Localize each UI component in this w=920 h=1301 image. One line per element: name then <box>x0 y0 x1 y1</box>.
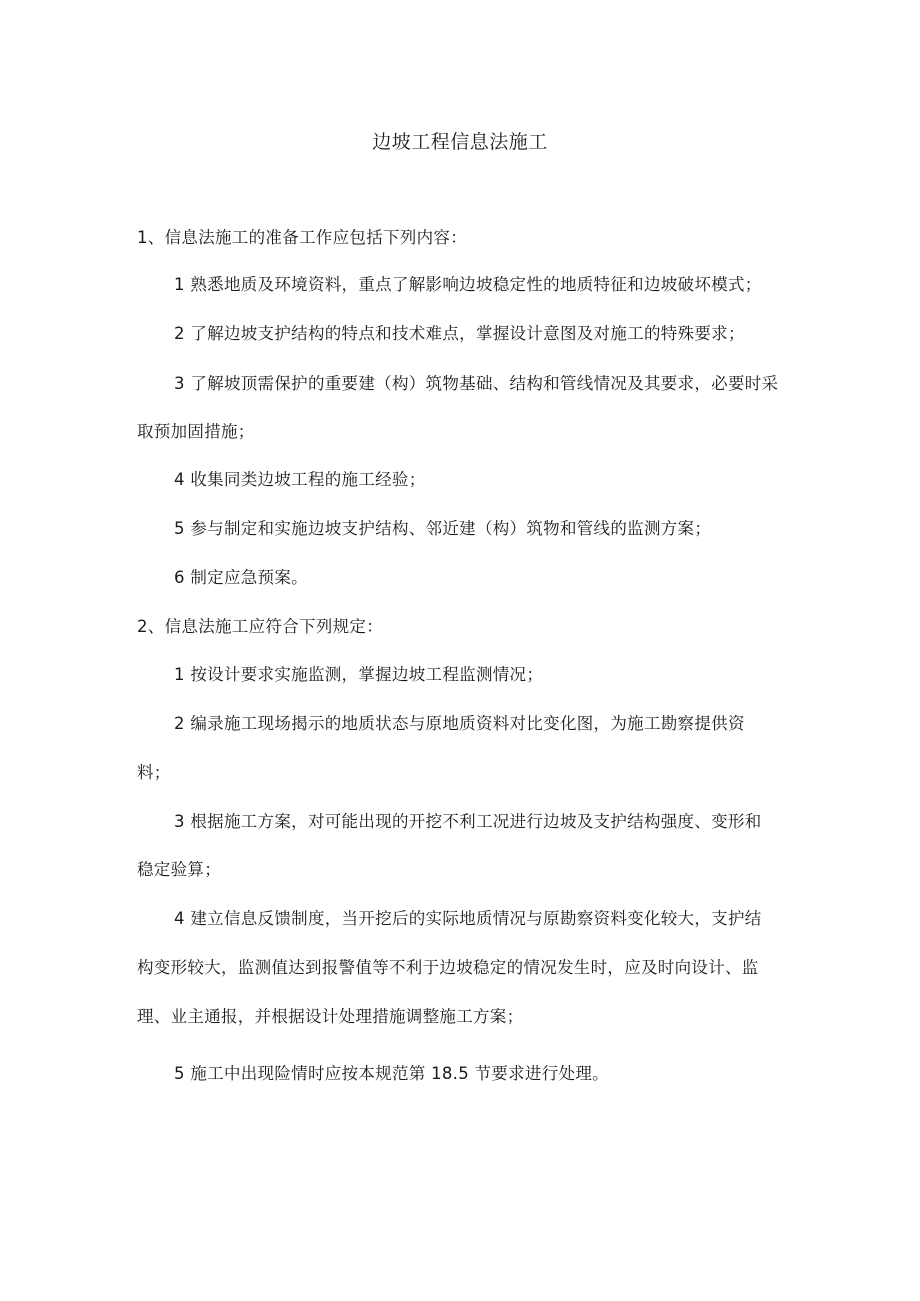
section-1-item-3-line-1: 3 了解坡顶需保护的重要建（构）筑物基础、结构和管线情况及其要求，必要时采 <box>174 374 779 393</box>
section-1-item-3-line-2: 取预加固措施； <box>137 422 255 441</box>
section-2-item-4-line-2: 构变形较大，监测值达到报警值等不利于边坡稳定的情况发生时，应及时向设计、监 <box>137 958 759 977</box>
section-2-heading: 2、信息法施工应符合下列规定： <box>137 617 383 636</box>
document-title: 边坡工程信息法施工 <box>372 131 548 153</box>
section-1-item-4: 4 收集同类边坡工程的施工经验； <box>174 470 426 489</box>
section-1-item-2: 2 了解边坡支护结构的特点和技术难点，掌握设计意图及对施工的特殊要求； <box>174 324 745 343</box>
section-1-item-6: 6 制定应急预案。 <box>174 568 308 587</box>
section-1-heading: 1、信息法施工的准备工作应包括下列内容： <box>137 228 467 247</box>
section-2-item-2-line-1: 2 编录施工现场揭示的地质状态与原地质资料对比变化图，为施工勘察提供资 <box>174 714 745 733</box>
section-1-item-5: 5 参与制定和实施边坡支护结构、邻近建（构）筑物和管线的监测方案； <box>174 519 712 538</box>
section-1-item-1: 1 熟悉地质及环境资料，重点了解影响边坡稳定性的地质特征和边坡破坏模式； <box>174 275 762 294</box>
section-2-item-4-line-3: 理、业主通报，并根据设计处理措施调整施工方案； <box>137 1007 524 1026</box>
section-2-item-2-line-2: 料； <box>137 763 171 782</box>
section-2-item-1: 1 按设计要求实施监测，掌握边坡工程监测情况； <box>174 665 544 684</box>
section-2-item-5: 5 施工中出现险情时应按本规范第 18.5 节要求进行处理。 <box>174 1064 609 1083</box>
section-2-item-3-line-1: 3 根据施工方案，对可能出现的开挖不利工况进行边坡及支护结构强度、变形和 <box>174 812 762 831</box>
section-2-item-4-line-1: 4 建立信息反馈制度，当开挖后的实际地质情况与原勘察资料变化较大，支护结 <box>174 909 762 928</box>
section-2-item-3-line-2: 稳定验算； <box>137 860 221 879</box>
